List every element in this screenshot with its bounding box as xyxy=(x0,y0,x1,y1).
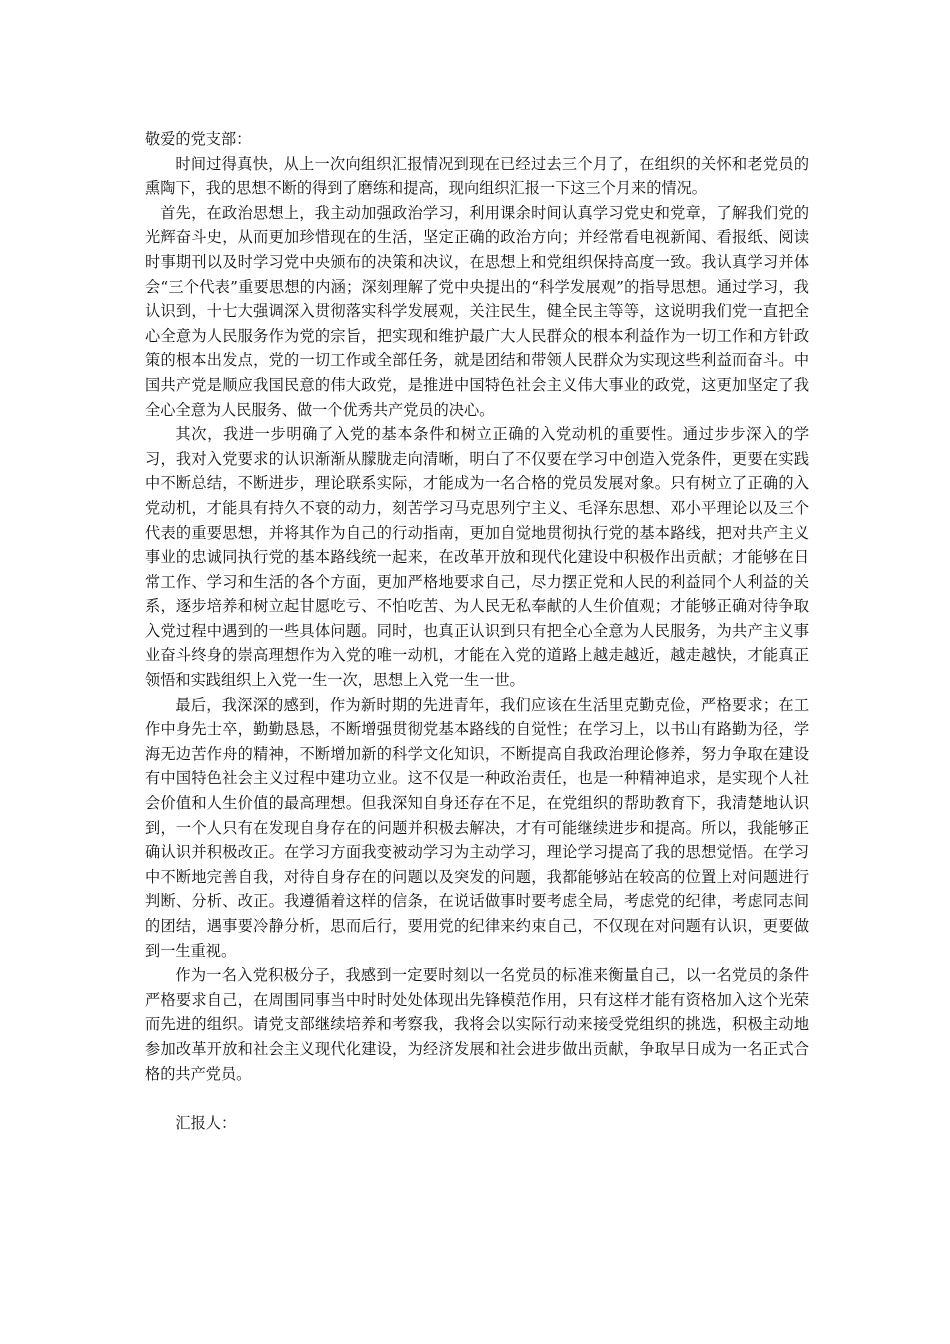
paragraph-political-thought: 首先，在政治思想上，我主动加强政治学习，利用课余时间认真学习党史和党章，了解我们党的光辉奋斗史，从而更加珍惜现在的生活，坚定正确的政治方向；并经常看电视新闻、看报纸、阅读时事期刊以及时学习党中央颁布的决策和决议，在思想上和党组织保持高度一致。我认真学习并体会“三个代表”重要思想的内涵；深刻理解了党中央提出的“科学发展观”的指导思想。通过学习，我认识到，十七大强调深入贯彻落实科学发展观，关注民生，健全民主等等，这说明我们党一直把全心全意为人民服务作为党的宗旨，把实现和维护最广大人民群众的根本利益作为一切工作和方针政策的根本出发点，党的一切工作或全部任务，就是团结和带领人民群众为实现这些利益而奋斗。中国共产党是顺应我国民意的伟大政党，是推进中国特色社会主义伟大事业的政党，这更加坚定了我全心全意为人民服务、做一个优秀共产党员的决心。 xyxy=(145,203,809,419)
letter-page xyxy=(145,127,809,1135)
paragraph-party-motivation: 其次，我进一步明确了入党的基本条件和树立正确的入党动机的重要性。通过步步深入的学习，我对入党要求的认识渐渐从朦胧走向清晰，明白了不仅要在学习中创造入党条件，更要在实践中不断总结，不断进步，理论联系实际，才能成为一名合格的党员发展对象。只有树立了正确的入党动机，才能具有持久不衰的动力，刻苦学习马克思列宁主义、毛泽东思想、邓小平理论以及三个代表的重要思想，并将其作为自己的行动指南，更加自觉地贯彻执行党的基本路线，把对共产主义事业的忠诚同执行党的基本路线统一起来，在改革开放和现代化建设中积极作出贡献；才能够在日常工作、学习和生活的各个方面，更加严格地要求自己，尽力摆正党和人民的利益同个人利益的关系，逐步培养和树立起甘愿吃亏、不怕吃苦、为人民无私奉献的人生价值观；才能够正确对待争取入党过程中遇到的一些具体问题。同时，也真正认识到只有把全心全意为人民服务，为共产主义事业奋斗终身的崇高理想作为入党的唯一动机，才能在入党的道路上越走越近，越走越快，才能真正领悟和实践组织上入党一生一次，思想上入党一生一世。 xyxy=(145,425,809,690)
signature-label: 汇报人： xyxy=(175,1113,237,1132)
paragraph-intro: 时间过得真快，从上一次向组织汇报情况到现在已经过去三个月了，在组织的关怀和老党员的熏陶下，我的思想不断的得到了磨练和提高，现向组织汇报一下这三个月来的情况。 xyxy=(145,154,809,198)
salutation: 敬爱的党支部： xyxy=(145,130,252,148)
paragraph-conclusion: 作为一名入党积极分子，我感到一定要时刻以一名党员的标准来衡量自己，以一名党员的条件严格要求自己，在周围同事当中时时处处体现出先锋模范作用，只有这样才能有资格加入这个光荣而先进的组织。请党支部继续培养和考察我，我将会以实际行动来接受党组织的挑选，积极主动地参加改革开放和社会主义现代化建设，为经济发展和社会进步做出贡献，争取早日成为一名正式合格的共产党员。 xyxy=(145,966,809,1083)
paragraph-self-improvement: 最后，我深深的感到，作为新时期的先进青年，我们应该在生活里克勤克俭，严格要求；在工作中身先士卒，勤勤恳恳，不断增强贯彻党基本路线的自觉性；在学习上，以书山有路勤为径，学海无边苦作舟的精神，不断增加新的科学文化知识，不断提高自我政治理论修养，努力争取在建设有中国特色社会主义过程中建功立业。这不仅是一种政治责任，也是一种精神追求，是实现个人社会价值和人生价值的最高理想。但我深知自身还存在不足，在党组织的帮助教育下，我清楚地认识到，一个人只有在发现自身存在的问题并积极去解决，才有可能继续进步和提高。所以，我能够正确认识并积极改正。在学习方面我变被动学习为主动学习，理论学习提高了我的思想觉悟。在学习中不断地完善自我，对待自身存在的问题以及突发的问题，我都能够站在较高的位置上对问题进行判断、分析、改正。我遵循着这样的信条，在说话做事时要考虑全局，考虑党的纪律，考虑同志间的团结，遇事要冷静分析，思而后行，要用党的纪律来约束自己，不仅现在对问题有认识，更要做到一生重视。 xyxy=(145,695,809,960)
